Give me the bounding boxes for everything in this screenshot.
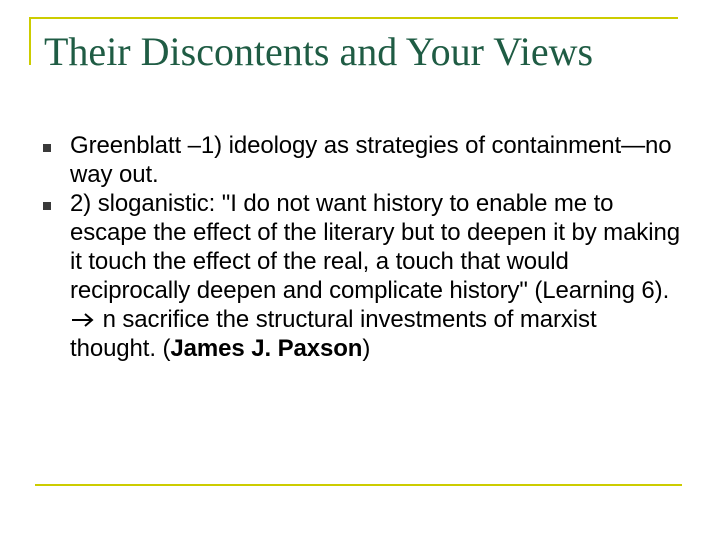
frame-top-line — [29, 17, 678, 19]
right-arrow-icon — [70, 311, 96, 329]
bullet-text-after-arrow: n sacrifice the structural investments of marxist thought. ( — [70, 306, 597, 362]
bullet-text: Greenblatt –1) ideology as strategies of containment—no way out. — [70, 132, 672, 188]
bullet-item-sloganistic — [43, 189, 683, 363]
bullet-item-greenblatt — [43, 131, 683, 189]
closing-paren: ) — [362, 335, 371, 362]
bullet-list — [43, 131, 683, 363]
square-bullet-icon — [43, 144, 51, 152]
frame-left-line — [29, 17, 31, 65]
slide-title: Their Discontents and Your Views — [44, 29, 594, 74]
author-name: James J. Paxson — [170, 335, 363, 362]
bullet-text-before-arrow: 2) sloganistic: "I do not want history to enable me to escape the effect of the literary but to deepen it by making it touch the effect of the real, a touch that would reciprocally deepen and complicate history" (Learning 6). — [70, 190, 680, 304]
square-bullet-icon — [43, 202, 51, 210]
frame-bottom-line — [35, 484, 682, 486]
